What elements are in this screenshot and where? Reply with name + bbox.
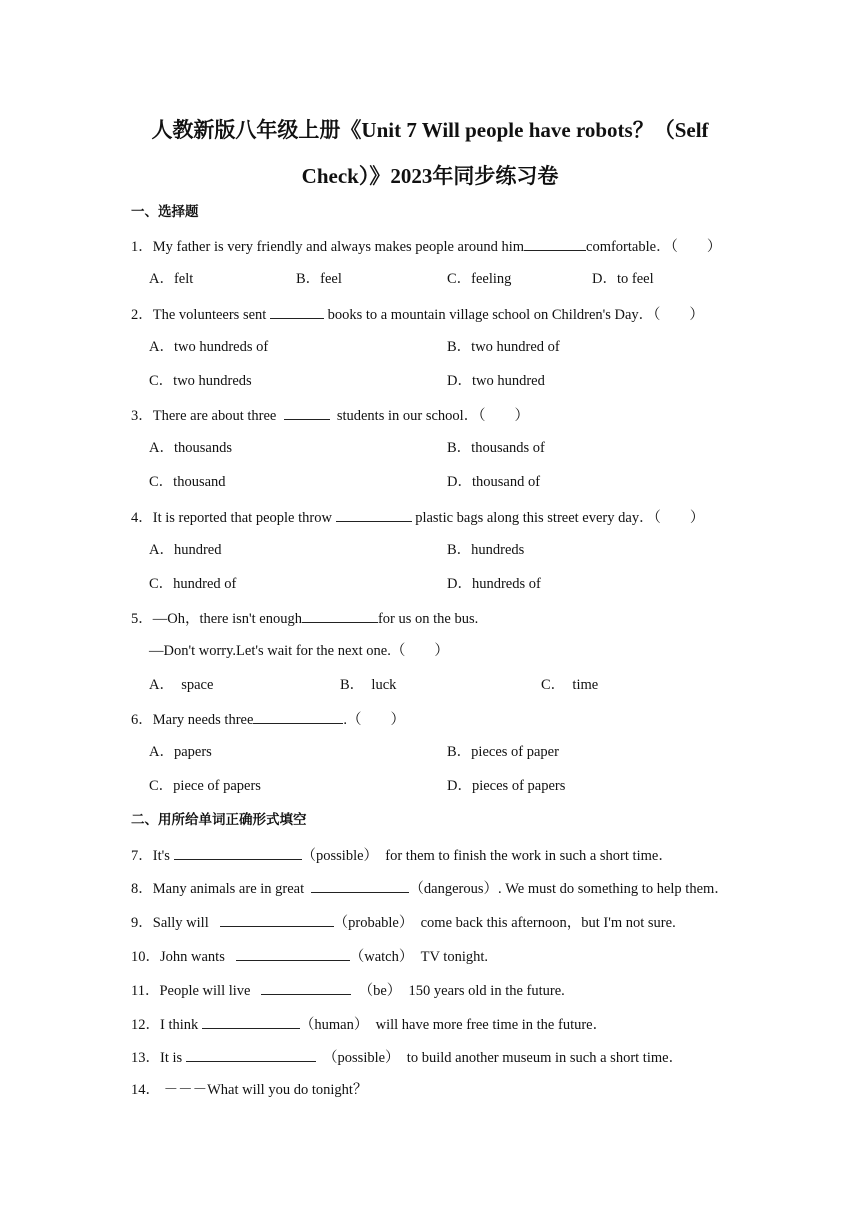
section-heading-multiple-choice: 一、选择题 (131, 204, 199, 220)
question-4 (131, 507, 704, 527)
question-number: 13． (131, 1050, 160, 1066)
question-text: Sally will (152, 915, 220, 931)
question-text-end: students in our school．（ ） (329, 408, 529, 424)
question-text: It's (152, 848, 174, 864)
question-number: 1． (131, 239, 153, 255)
option-b: B．thousands of (447, 440, 545, 456)
document-title-line-1: 人教新版八年级上册《Unit 7 Will people have robots？（Self (151, 118, 709, 142)
answer-blank[interactable] (174, 845, 302, 860)
question-3 (131, 405, 529, 425)
question-10 (131, 946, 488, 966)
option-d: D．to feel (592, 271, 654, 287)
option-d: D．pieces of papers (447, 778, 566, 794)
answer-blank[interactable] (186, 1047, 316, 1062)
question-text: My father is very friendly and always makes people around him (152, 239, 525, 255)
question-6 (131, 709, 405, 729)
question-text-end: plastic bags along this street every day．（ ） (411, 510, 705, 526)
question-13 (131, 1047, 683, 1067)
question-text-end: comfortable．（ ） (586, 239, 722, 255)
answer-blank[interactable] (220, 912, 334, 927)
question-number: 7． (131, 848, 153, 864)
question-text: People will live (159, 983, 262, 999)
answer-blank[interactable] (311, 878, 409, 893)
question-number: 6． (131, 712, 153, 728)
question-text-end: .（ ） (343, 712, 406, 728)
question-text: It is reported that people throw (152, 510, 336, 526)
answer-blank[interactable] (236, 946, 350, 961)
question-text: I think (160, 1017, 202, 1033)
question-text: The volunteers sent (152, 307, 270, 323)
answer-blank[interactable] (261, 980, 351, 995)
question-14 (131, 1081, 367, 1099)
question-5 (131, 608, 478, 628)
option-a: A．thousands (149, 440, 232, 456)
question-number: 4． (131, 510, 153, 526)
option-a: A．hundred (149, 542, 222, 558)
option-b: B． luck (340, 677, 397, 693)
question-number: 3． (131, 408, 153, 424)
answer-blank[interactable] (336, 507, 412, 522)
question-text: John wants (160, 949, 236, 965)
question-text: －－－What will you do tonight？ (160, 1082, 368, 1098)
question-number: 8． (131, 881, 153, 897)
option-b: B．hundreds (447, 542, 525, 558)
option-c: C．thousand (149, 474, 226, 490)
option-b: B．pieces of paper (447, 744, 559, 760)
option-b: B．two hundred of (447, 339, 560, 355)
option-c: C．hundred of (149, 576, 237, 592)
option-b: B．feel (296, 271, 342, 287)
document-title-line-2: Check）》2023年同步练习卷 (301, 164, 559, 188)
option-c: C．piece of papers (149, 778, 261, 794)
question-text: There are about three (152, 408, 284, 424)
question-number: 9． (131, 915, 153, 931)
question-2 (131, 304, 704, 324)
question-text-end: （possible） for them to finish the work in such a short time． (301, 848, 673, 864)
option-a: A．felt (149, 271, 194, 287)
option-d: D．hundreds of (447, 576, 541, 592)
option-a: A．papers (149, 744, 212, 760)
section-heading-word-forms: 二、用所给单词正确形式填空 (131, 812, 307, 828)
option-d: D．thousand of (447, 474, 541, 490)
option-a: A． space (149, 677, 214, 693)
question-text-end: （dangerous）. We must do something to help them． (409, 881, 729, 897)
answer-blank[interactable] (253, 709, 343, 724)
answer-blank[interactable] (302, 608, 378, 623)
question-text-end: （probable） come back this afternoon，but I'm not sure. (333, 915, 676, 931)
option-c: C． time (541, 677, 599, 693)
question-9 (131, 912, 676, 932)
option-d: D．two hundred (447, 373, 545, 389)
question-number: 5． (131, 611, 153, 627)
question-1 (131, 236, 721, 256)
question-number: 11． (131, 983, 160, 999)
question-text: Many animals are in great (152, 881, 312, 897)
option-a: A．two hundreds of (149, 339, 269, 355)
answer-blank[interactable] (524, 236, 586, 251)
question-number: 2． (131, 307, 153, 323)
question-text: Mary needs three (152, 712, 254, 728)
question-number: 14． (131, 1082, 160, 1098)
question-number: 10． (131, 949, 160, 965)
question-12 (131, 1014, 607, 1034)
question-text-end: （be） 150 years old in the future. (351, 983, 565, 999)
question-text-end: （possible） to build another museum in such a short time． (315, 1050, 684, 1066)
question-8 (131, 878, 729, 898)
answer-blank[interactable] (270, 304, 324, 319)
question-7 (131, 845, 673, 865)
question-text: It is (160, 1050, 186, 1066)
answer-blank[interactable] (202, 1014, 300, 1029)
question-number: 12． (131, 1017, 160, 1033)
question-text-end: （watch） TV tonight. (349, 949, 489, 965)
option-c: C．feeling (447, 271, 512, 287)
question-text-end: （human） will have more free time in the future． (299, 1017, 608, 1033)
question-11 (131, 980, 565, 1000)
question-5-reply: —Don't worry.Let's wait for the next one.（ ） (149, 643, 449, 659)
question-text-end: books to a mountain village school on Children's Day．（ ） (323, 307, 704, 323)
option-c: C．two hundreds (149, 373, 252, 389)
question-text-end: for us on the bus. (377, 611, 479, 627)
question-text: —Oh，there isn't enough (152, 611, 302, 627)
answer-blank[interactable] (284, 405, 330, 420)
